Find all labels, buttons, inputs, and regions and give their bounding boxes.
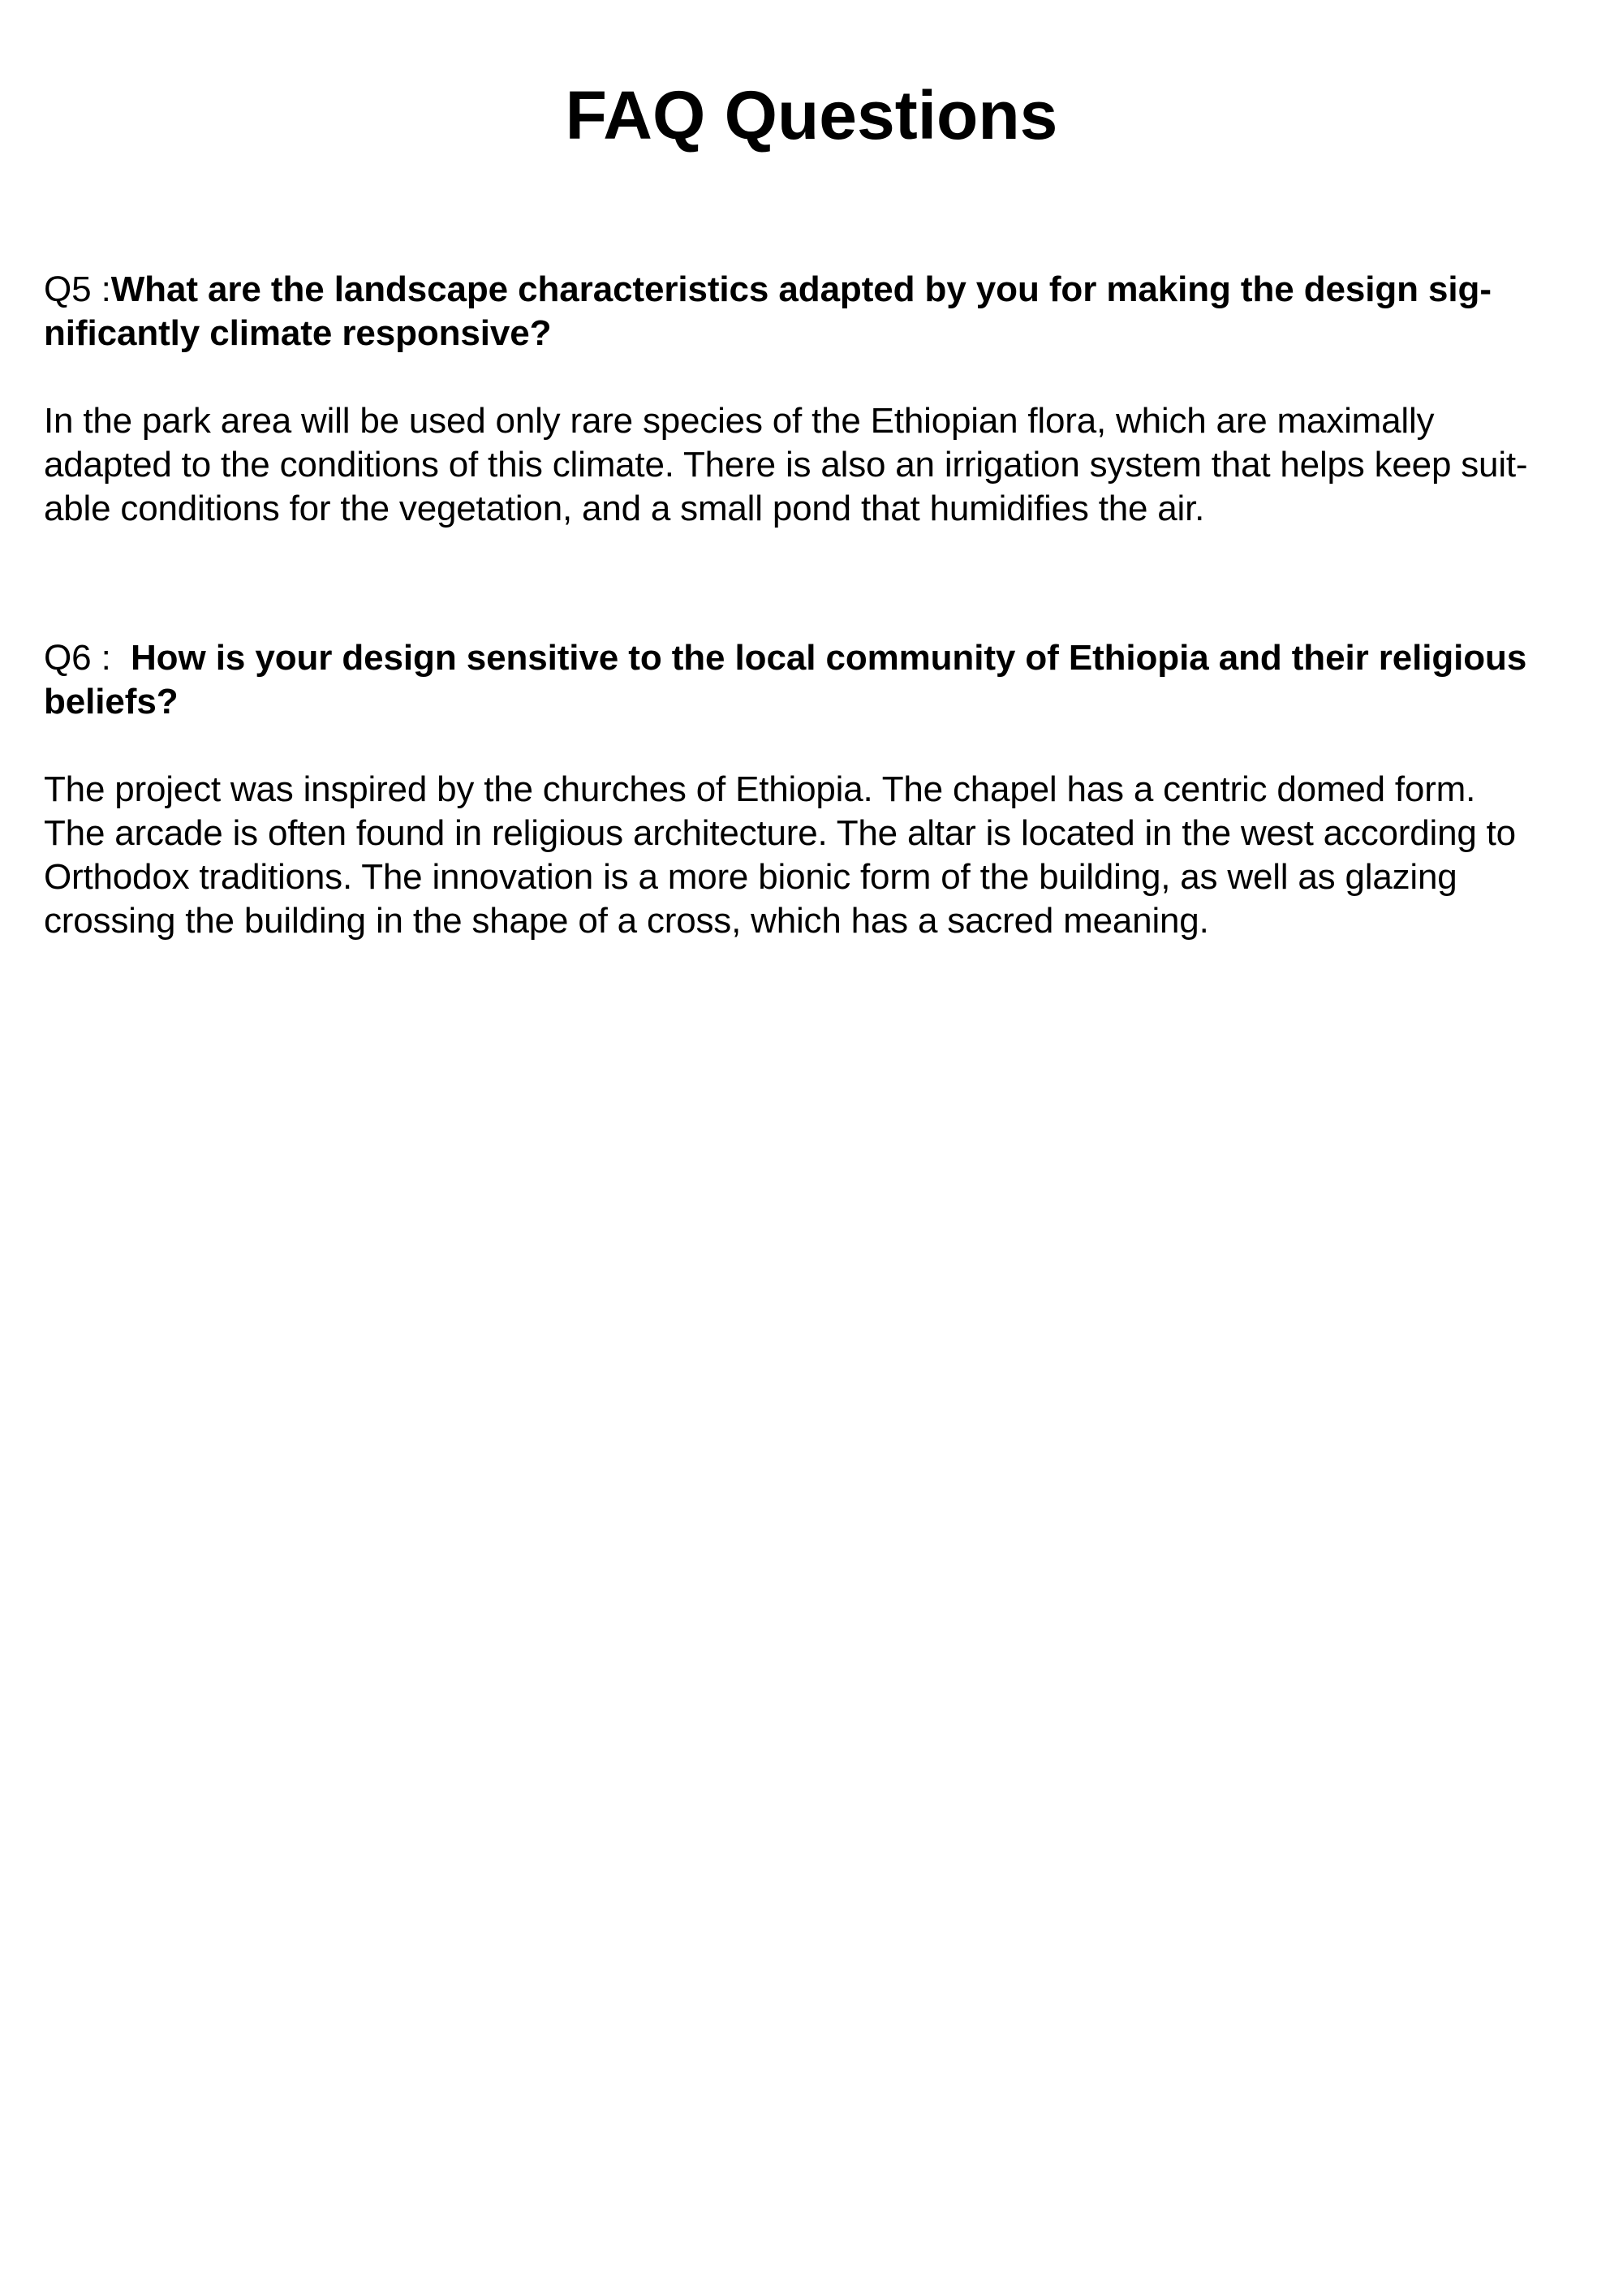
answer-line: The arcade is often found in religious architecture. The altar is located in the west according to xyxy=(44,813,1516,853)
faq-question xyxy=(44,268,1586,355)
faq-item-q6 xyxy=(44,636,1586,943)
answer-line: crossing the building in the shape of a cross, which has a sacred meaning. xyxy=(44,901,1209,941)
faq-item-q5 xyxy=(44,268,1586,531)
faq-answer xyxy=(44,399,1586,531)
answer-line: able conditions for the vegetation, and a small pond that humidifies the air. xyxy=(44,489,1205,528)
question-text: What are the landscape characteristics adapted by you for making the design sig- xyxy=(110,269,1492,309)
question-text: How is your design sensitive to the local community of Ethiopia and their religious xyxy=(131,638,1527,678)
answer-line: Orthodox traditions. The innovation is a more bionic form of the building, as well as glazing xyxy=(44,857,1457,897)
faq-answer xyxy=(44,768,1586,943)
faq-question xyxy=(44,636,1586,724)
question-number: Q6 : xyxy=(44,638,131,678)
question-line xyxy=(44,636,1586,680)
question-line xyxy=(44,268,1586,312)
answer-line: In the park area will be used only rare species of the Ethiopian flora, which are maximally xyxy=(44,401,1435,441)
answer-line: adapted to the conditions of this climate. There is also an irrigation system that helps keep suit- xyxy=(44,445,1528,485)
question-number: Q5 : xyxy=(44,269,111,309)
answer-line: The project was inspired by the churches of Ethiopia. The chapel has a centric domed form. xyxy=(44,769,1476,809)
page-title: FAQ Questions xyxy=(565,77,1058,153)
question-text: beliefs? xyxy=(44,682,179,722)
question-text: nificantly climate responsive? xyxy=(44,313,552,353)
